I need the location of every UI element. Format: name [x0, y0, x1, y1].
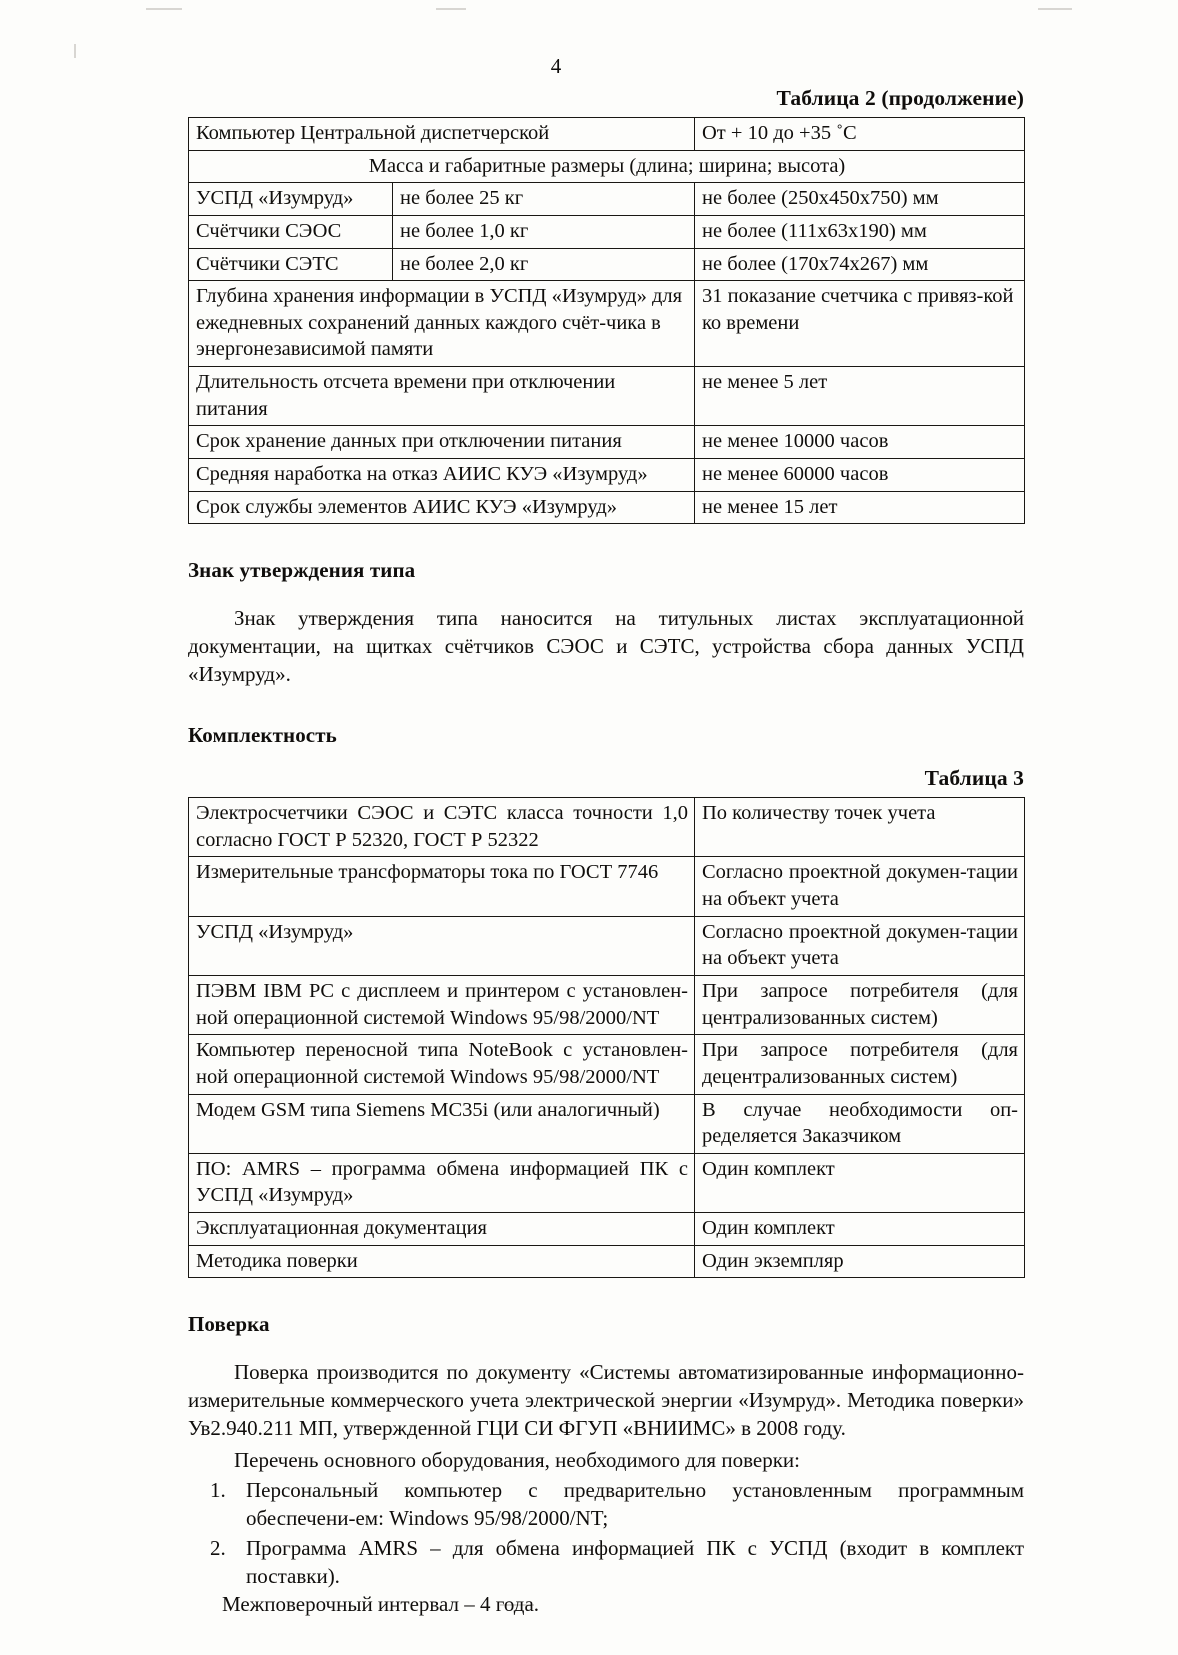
table2-cell-label: Длительность отсчета времени при отключении питания [189, 367, 695, 426]
table2-cell-value: не менее 5 лет [695, 367, 1025, 426]
table2-cell-label: Компьютер Центральной диспетчерской [189, 118, 695, 151]
table-row [189, 1153, 1025, 1212]
document-content [188, 86, 1024, 1619]
table-row [189, 248, 1025, 281]
table-row [189, 857, 1025, 916]
table-row [189, 975, 1025, 1034]
table2-cell-value: От + 10 до +35 ˚С [695, 118, 1025, 151]
table2-cell-value: не более (250х450х750) мм [695, 183, 1025, 216]
table2-cell-value: 31 показание счетчика с привяз-кой ко времени [695, 281, 1025, 367]
table2-cell-label: Срок хранение данных при отключении питания [189, 426, 695, 459]
table2-cell-label: Глубина хранения информации в УСПД «Изумруд» для ежедневных сохранений данных каждого счёт-чика в энергонезависимой памяти [189, 281, 695, 367]
table2-cell-mid: не более 25 кг [393, 183, 695, 216]
table3-cell-qty: В случае необходимости оп-ределяется Заказчиком [695, 1094, 1025, 1153]
table2-cell-value: не менее 60000 часов [695, 459, 1025, 492]
table-row [189, 1245, 1025, 1278]
table3-cell-item: УСПД «Изумруд» [189, 916, 695, 975]
table3-caption: Таблица 3 [924, 766, 1024, 791]
table2-cell-span: Масса и габаритные размеры (длина; ширина; высота) [189, 150, 1025, 183]
table3-cell-item: Компьютер переносной типа NoteBook с установлен-ной операционной системой Windows 95/98/2000/NT [189, 1035, 695, 1094]
table2-cell-mid: не более 2,0 кг [393, 248, 695, 281]
table2-cell-label: УСПД «Изумруд» [189, 183, 393, 216]
scan-edge-mark-top-mid [436, 8, 466, 10]
section-heading-completeness: Комплектность [188, 723, 337, 748]
table-row [189, 459, 1025, 492]
table3 [188, 797, 1025, 1278]
section-paragraph-type-mark: Знак утверждения типа наносится на титульных листах эксплуатационной документации, на щитках счётчиков СЭОС и СЭТС, устройства сбора данных УСПД «Изумруд». [188, 606, 1024, 687]
scan-edge-mark-top-left [146, 8, 182, 10]
verification-equipment-list [188, 1477, 1024, 1591]
table-row [189, 491, 1025, 524]
table2-caption: Таблица 2 (продолжение) [776, 86, 1024, 110]
table3-cell-qty: Один комплект [695, 1153, 1025, 1212]
table3-cell-item: Электросчетчики СЭОС и СЭТС класса точности 1,0 согласно ГОСТ Р 52320, ГОСТ Р 52322 [189, 798, 695, 857]
list-item [188, 1477, 1024, 1533]
table2-cell-mid: не более 1,0 кг [393, 215, 695, 248]
table-row [189, 150, 1025, 183]
table3-cell-qty: При запросе потребителя (для централизованных систем) [695, 975, 1025, 1034]
table3-cell-qty: Один экземпляр [695, 1245, 1025, 1278]
table-row [189, 426, 1025, 459]
list-item [188, 1535, 1024, 1591]
table3-cell-item: Эксплуатационная документация [189, 1213, 695, 1246]
table-row [189, 281, 1025, 367]
table3-cell-qty: Согласно проектной докумен-тации на объект учета [695, 916, 1025, 975]
table3-cell-qty: Один комплект [695, 1213, 1025, 1246]
table2 [188, 117, 1025, 524]
page-number: 4 [550, 54, 562, 78]
table3-cell-item: Методика поверки [189, 1245, 695, 1278]
section-heading-verification: Поверка [188, 1312, 270, 1337]
section-heading-type-mark: Знак утверждения типа [188, 558, 416, 583]
table3-cell-qty: По количеству точек учета [695, 798, 1025, 857]
table-row [189, 916, 1025, 975]
table3-cell-item: ПЭВМ IBM PC с дисплеем и принтером с установлен-ной операционной системой Windows 95/98/2000/NT [189, 975, 695, 1034]
table2-cell-label: Счётчики СЭОС [189, 215, 393, 248]
table-row [189, 215, 1025, 248]
table-row [189, 1035, 1025, 1094]
table3-cell-item: Модем GSM типа Siemens MC35i (или аналогичный) [189, 1094, 695, 1153]
section-paragraph-verification-1: Поверка производится по документу «Системы автоматизированные информационно-измерительные коммерческого учета электрической энергии «Изумруд». Методика поверки» Ув2.940.211 МП, утвержденной ГЦИ СИ ФГУП «ВНИИМС» в 2008 году. [188, 1360, 1024, 1441]
list-item-text: Персональный компьютер с предварительно установленным программным обеспечени-ем: Windows 95/98/2000/NT; [246, 1478, 1024, 1530]
table-row [189, 1213, 1025, 1246]
table2-cell-label: Срок службы элементов АИИС КУЭ «Изумруд» [189, 491, 695, 524]
list-item-text: Программа AMRS – для обмена информацией ПК с УСПД (входит в комплект поставки). [246, 1535, 1024, 1588]
verification-interval-note: Межповерочный интервал – 4 года. [222, 1591, 540, 1616]
table3-cell-item: ПО: AMRS – программа обмена информацией ПК с УСПД «Изумруд» [189, 1153, 695, 1212]
table2-cell-label: Счётчики СЭТС [189, 248, 393, 281]
table2-cell-value: не менее 15 лет [695, 491, 1025, 524]
table3-cell-qty: Согласно проектной докумен-тации на объект учета [695, 857, 1025, 916]
scan-edge-mark-top-right [1038, 8, 1072, 10]
table3-cell-item: Измерительные трансформаторы тока по ГОСТ 7746 [189, 857, 695, 916]
table2-cell-value: не более (111х63х190) мм [695, 215, 1025, 248]
table-row [189, 367, 1025, 426]
table-row [189, 118, 1025, 151]
table-row [189, 1094, 1025, 1153]
table2-cell-value: не более (170х74х267) мм [695, 248, 1025, 281]
section-paragraph-verification-2: Перечень основного оборудования, необходимого для поверки: [234, 1448, 800, 1473]
list-item-number: 2. [210, 1535, 226, 1560]
table3-cell-qty: При запросе потребителя (для децентрализованных систем) [695, 1035, 1025, 1094]
table2-cell-label: Средняя наработка на отказ АИИС КУЭ «Изумруд» [189, 459, 695, 492]
table-row [189, 798, 1025, 857]
list-item-number: 1. [210, 1478, 226, 1503]
table-row [189, 183, 1025, 216]
table2-cell-value: не менее 10000 часов [695, 426, 1025, 459]
